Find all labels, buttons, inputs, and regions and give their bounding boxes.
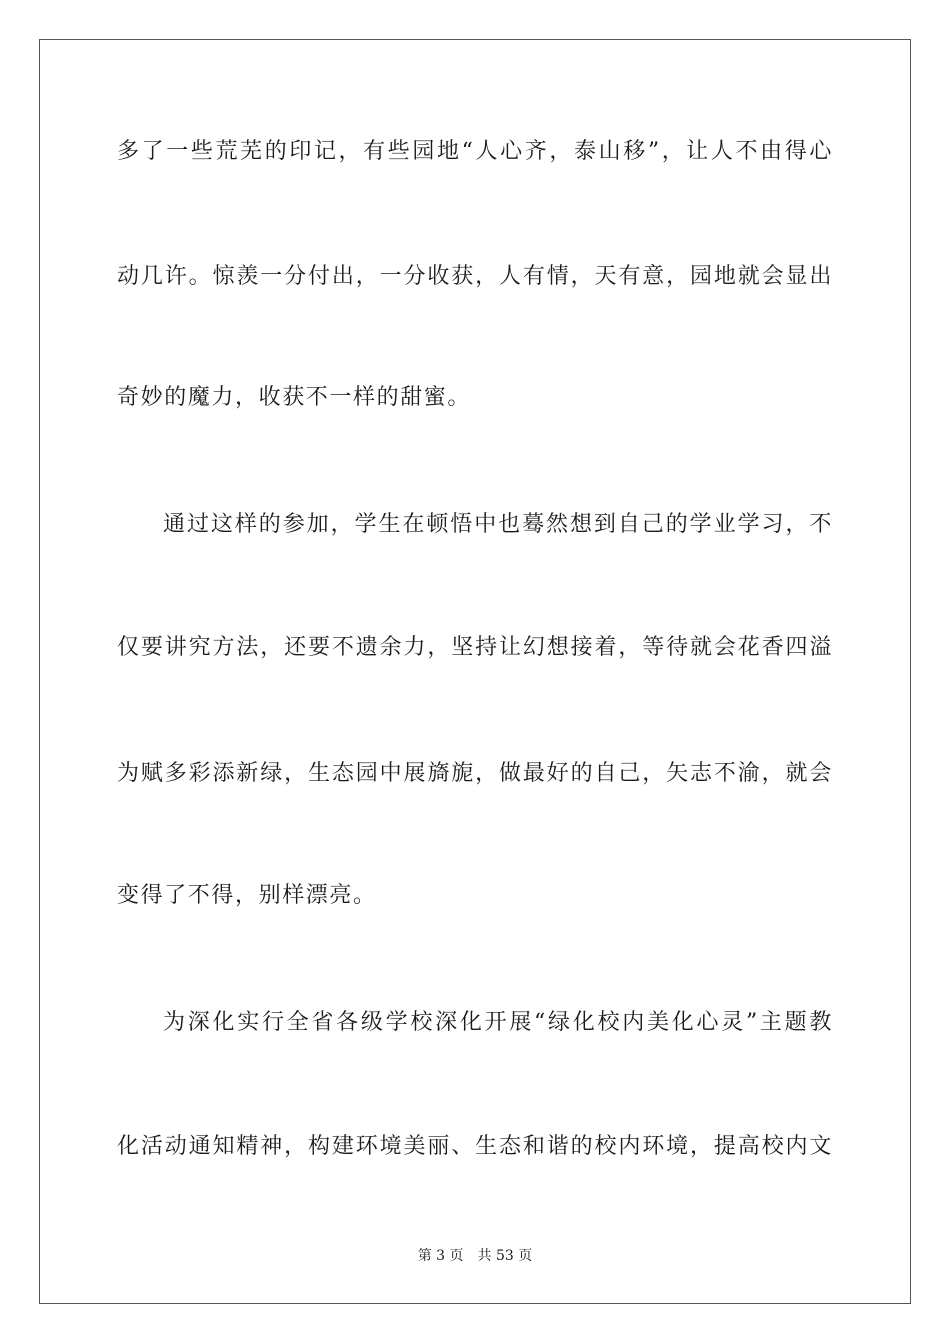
page-number: 第 3 页 — [417, 1248, 464, 1264]
page-total: 共 53 页 — [477, 1248, 533, 1264]
text-line: 通过这样的参加，学生在顿悟中也蓦然想到自己的学业学习，不 — [163, 512, 833, 537]
page-border — [39, 39, 911, 1304]
text-line: 多了一些荒芜的印记，有些园地“人心齐，泰山移”，让人不由得心 — [117, 139, 833, 164]
text-line: 动几许。惊羡一分付出，一分收获，人有情，天有意，园地就会显出 — [117, 264, 833, 289]
page-footer — [0, 1246, 950, 1266]
text-line: 化活动通知精神，构建环境美丽、生态和谐的校内环境，提高校内文 — [117, 1134, 833, 1159]
text-line: 奇妙的魔力，收获不一样的甜蜜。 — [117, 385, 472, 410]
text-line: 为赋多彩添新绿，生态园中展旖旎，做最好的自己，矢志不渝，就会 — [117, 761, 833, 786]
text-line: 变得了不得，别样漂亮。 — [117, 883, 377, 908]
text-line: 仅要讲究方法，还要不遗余力，坚持让幻想接着，等待就会花香四溢 — [117, 635, 833, 660]
text-line: 为深化实行全省各级学校深化开展“绿化校内美化心灵”主题教 — [163, 1010, 833, 1035]
